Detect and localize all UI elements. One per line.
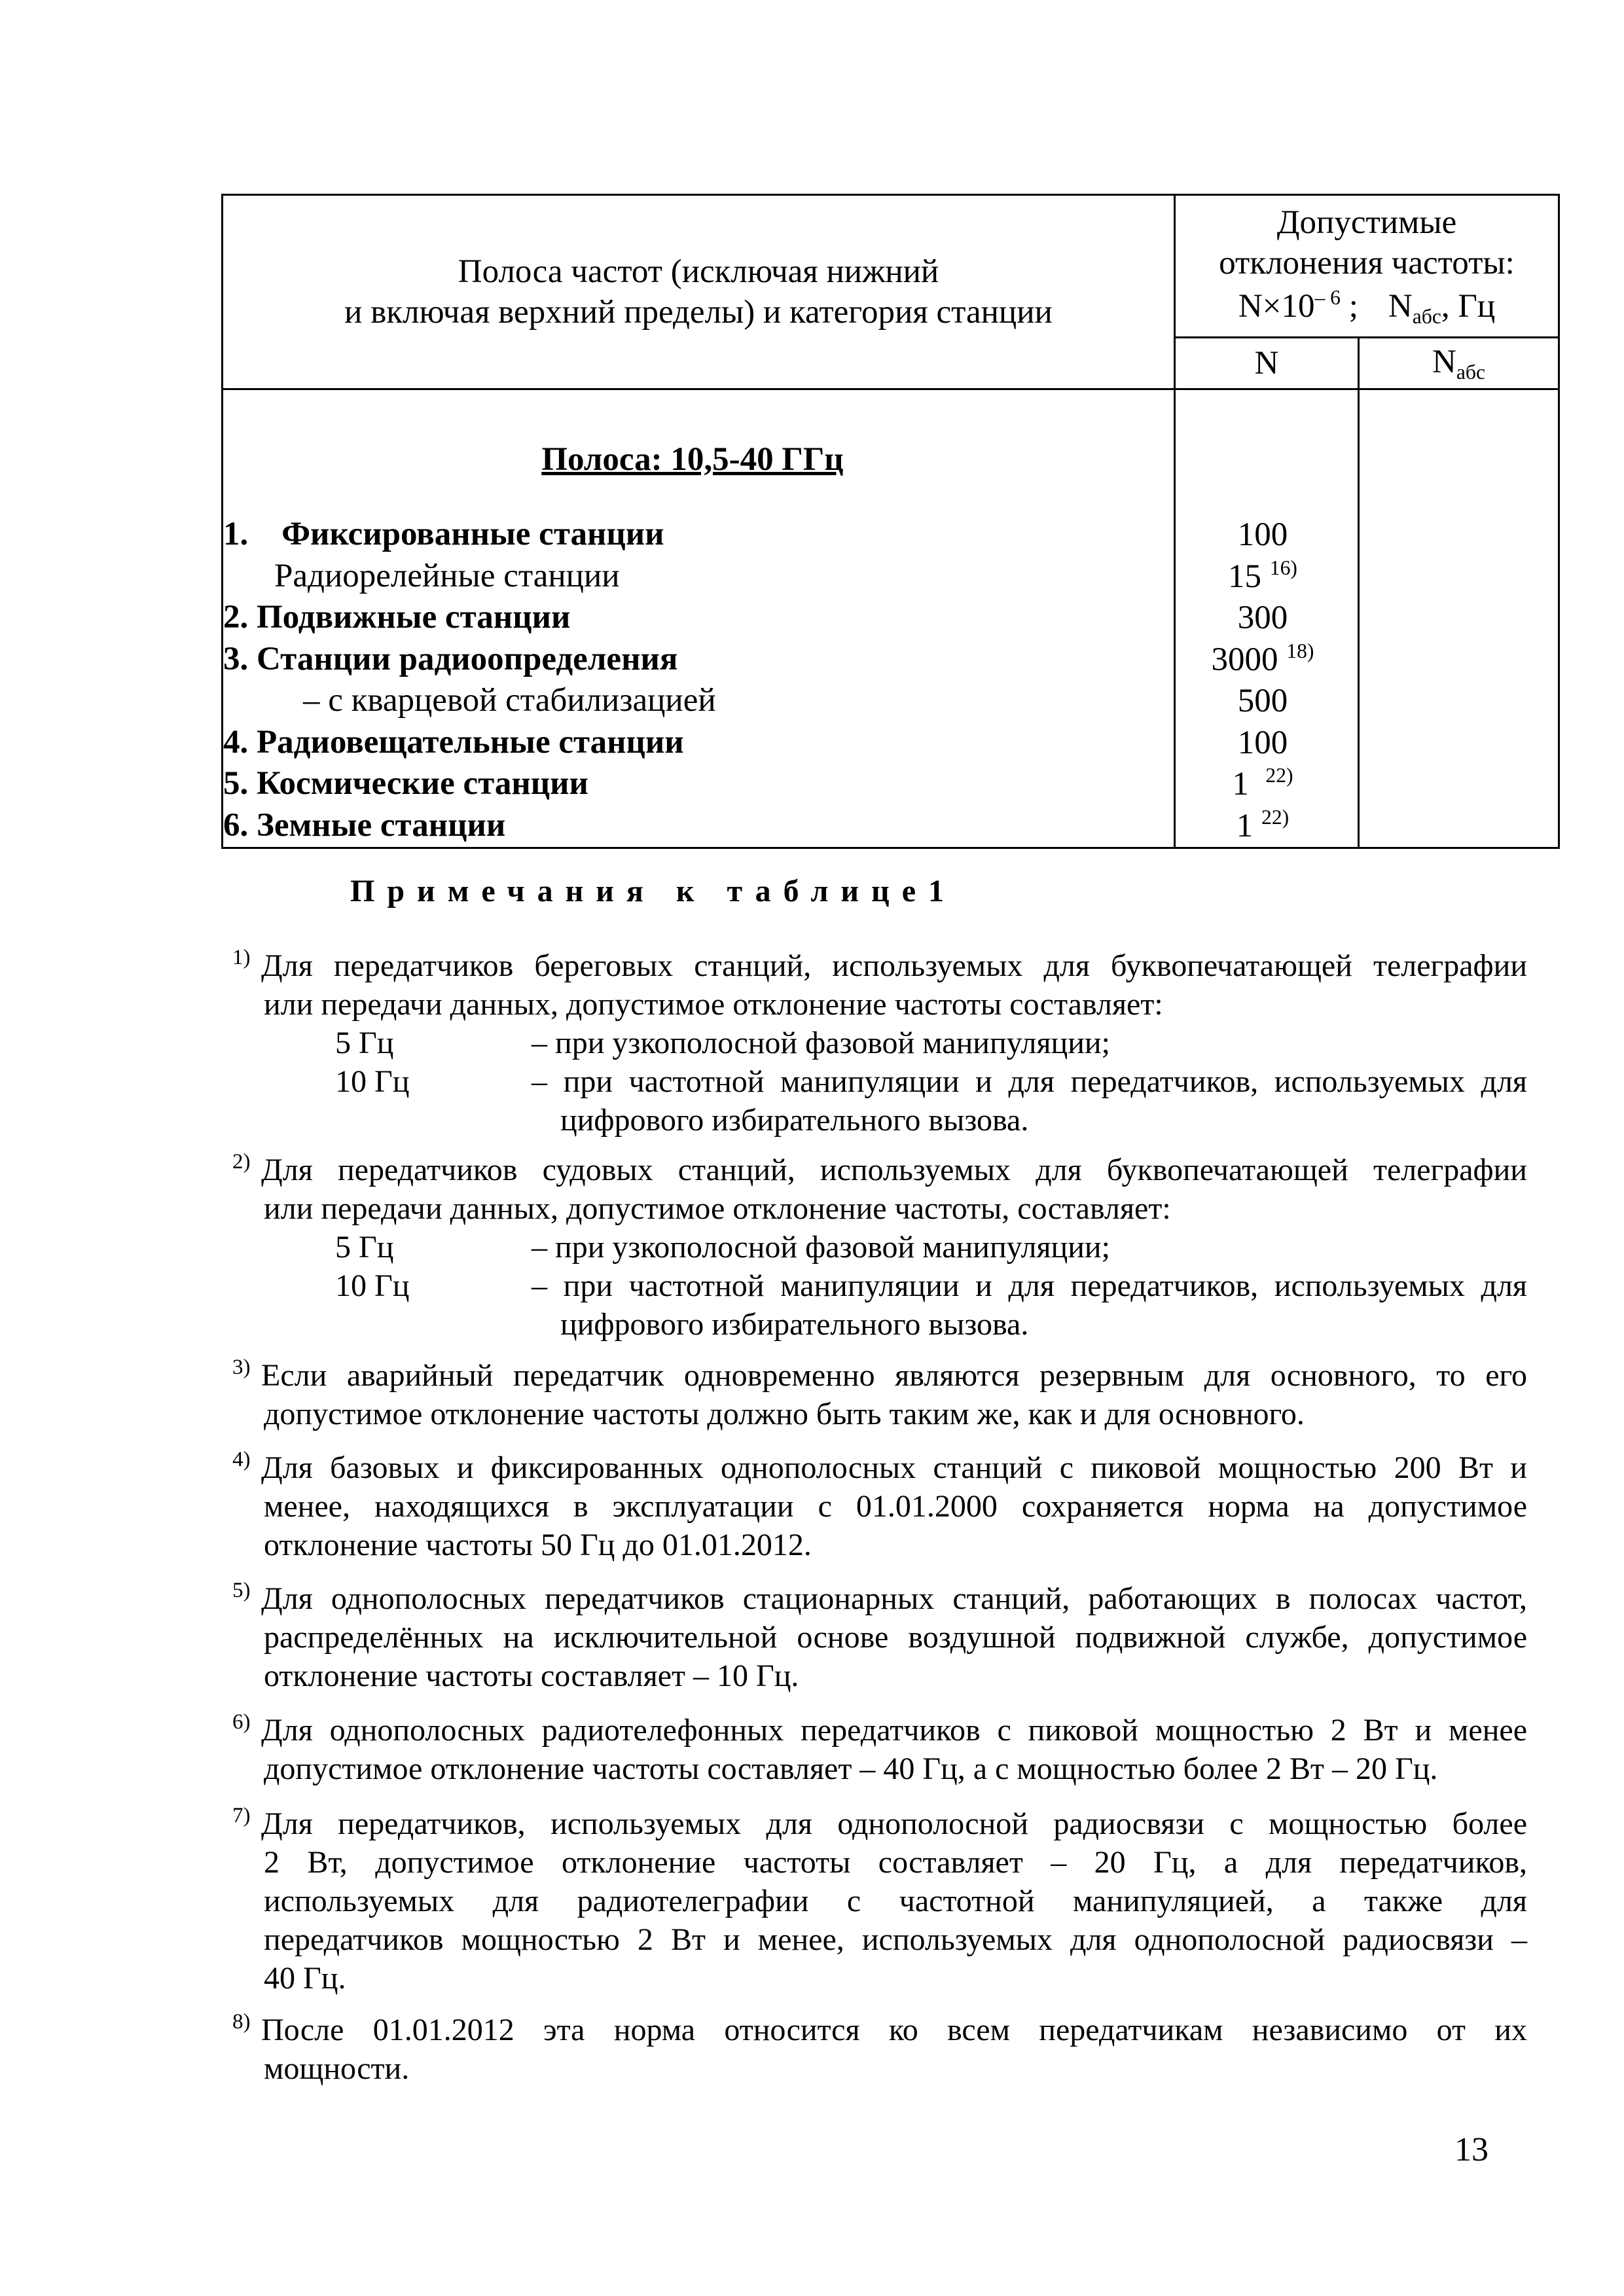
footnote-sub-item: 10 Гц – при частотной манипуляции и для передатчиков, используемых для цифрового избирательного вызова. — [335, 1268, 1527, 1342]
header-n-label: N — [1254, 344, 1279, 382]
table-row-n-value: 1 $^{22)}$ — [1232, 764, 1293, 802]
header-deviation-line2: отклонения частоты: — [1219, 245, 1515, 282]
formula-separator: ; — [1348, 288, 1358, 325]
table-row-label: – с кварцевой стабилизацией — [303, 682, 716, 719]
header-category-line1: Полоса частот (исключая нижний — [458, 253, 939, 290]
table-row-n-value: 300 — [1237, 600, 1288, 636]
header-nabs-label: N — [1432, 343, 1456, 380]
footnote-marker: 4) — [232, 1448, 251, 1471]
footnote-8: 8) После 01.01.2012 эта норма относится ко всем передатчикам независимо от их мощности. — [232, 2011, 1527, 2088]
footnote-sub-item: 10 Гц – при частотной манипуляции и для передатчиков, используемых для цифрового избирательного вызова. — [335, 1064, 1527, 1138]
footnote-2: 2) Для передатчиков судовых станций, используемых для буквопечатающей телеграфии или передачи данных, допустимое отклонение частоты, составляет: 5 Гц – при узкополосной фазовой манипуляции; 10 Гц – при частотной манипуляции и для передатчиков, используемых для цифрового избирательного вызова. — [232, 1151, 1527, 1344]
table-body-category-cell — [223, 389, 1175, 848]
header-nabs-subscript: абс — [1456, 360, 1485, 384]
table-body-n-cell — [1175, 389, 1359, 848]
frequency-tolerance-table — [221, 194, 1560, 849]
header-n-cell — [1175, 337, 1359, 389]
footnote-marker: 7) — [232, 1804, 251, 1827]
header-nabs-cell — [1359, 337, 1559, 389]
formula-unit: , Гц — [1441, 288, 1496, 325]
header-deviation-line1: Допустимые — [1276, 204, 1457, 241]
table-row-label: Радиорелейные станции — [274, 557, 620, 594]
table-row-n-value: 3000 $^{18)}$ — [1211, 639, 1314, 678]
formula-times: × — [1262, 288, 1282, 325]
table-row-n-value: 100 — [1237, 724, 1288, 761]
notes-title: Примечания к таблице1 — [350, 874, 957, 908]
header-deviation-formula — [1176, 286, 1558, 330]
table-row-label: 4. Радиовещательные станции — [223, 723, 684, 761]
page-number: 13 — [1454, 2131, 1489, 2168]
header-category-cell — [223, 195, 1175, 389]
footnote-sub-item: 5 Гц – при узкополосной фазовой манипуляции; — [335, 1026, 1110, 1060]
footnote-sub-item: 5 Гц – при узкополосной фазовой манипуляции; — [335, 1230, 1110, 1265]
formula-abs-subscript: абс — [1412, 305, 1441, 329]
footnote-marker: 5) — [232, 1579, 251, 1602]
header-category-line2: и включая верхний пределы) и категория станции — [344, 294, 1053, 331]
table-body-nabs-cell — [1359, 389, 1559, 848]
footnote-5: 5) Для однополосных передатчиков стационарных станций, работающих в полосах частот, распределённых на исключительной основе воздушной подвижной службе, допустимое отклонение частоты составляет – 10 Гц. — [232, 1579, 1527, 1695]
table-row-n-value: 100 — [1237, 516, 1288, 553]
table-row-n-value: 1 $^{22)}$ — [1236, 805, 1290, 844]
footnote-3: 3) Если аварийный передатчик одновременно являются резервным для основного, то его допустимое отклонение частоты должно быть таким же, как и для основного. — [232, 1356, 1527, 1433]
footnote-marker: 1) — [232, 946, 251, 969]
table-row-label: 6. Земные станции — [223, 806, 506, 844]
formula-exponent: – 6 — [1314, 286, 1341, 310]
footnote-6: 6) Для однополосных радиотелефонных передатчиков с пиковой мощностью 2 Вт и менее допустимое отклонение частоты составляет – 40 Гц, а с мощностью более 2 Вт – 20 Гц. — [232, 1711, 1527, 1788]
formula-n: N — [1238, 288, 1263, 325]
table-row-label: 2. Подвижные станции — [223, 599, 571, 636]
footnote-marker: 2) — [232, 1150, 251, 1174]
footnote-1: 1) Для передатчиков береговых станций, используемых для буквопечатающей телеграфии или передачи данных, допустимое отклонение частоты составляет: 5 Гц – при узкополосной фазовой манипуляции; 10 Гц – при частотной манипуляции и для передатчиков, используемых для цифрового избирательного вызова. — [232, 946, 1527, 1139]
table-row-n-value: 500 — [1237, 683, 1288, 719]
footnote-marker: 6) — [232, 1710, 251, 1734]
table-row-label: 1. Фиксированные станции — [223, 516, 664, 553]
footnote-marker: 3) — [232, 1355, 251, 1379]
header-deviation-cell — [1175, 195, 1559, 338]
footnote-7: 7) Для передатчиков, используемых для однополосной радиосвязи с мощностью более 2 Вт, допустимое отклонение частоты составляет – 20 Гц, а для передатчиков, используемых для радиотелеграфии с частотной манипуляцией, а также для передатчиков мощностью 2 Вт и менее, используемых для однополосной радиосвязи – 40 Гц. — [232, 1804, 1527, 1998]
band-title: Полоса: 10,5-40 ГГц — [541, 440, 844, 478]
table-row-label: 3. Станции радиоопределения — [223, 640, 678, 677]
formula-nabs: N — [1388, 288, 1413, 325]
footnote-marker: 8) — [232, 2010, 251, 2034]
formula-ten: 10 — [1281, 288, 1315, 325]
table-row-n-value: 15 $^{16)}$ — [1228, 556, 1297, 595]
table-row-label: 5. Космические станции — [223, 765, 588, 802]
footnote-4: 4) Для базовых и фиксированных однополосных станций с пиковой мощностью 200 Вт и менее, находящихся в эксплуатации с 01.01.2000 сохраняется норма на допустимое отклонение частоты 50 Гц до 01.01.2012. — [232, 1448, 1527, 1564]
